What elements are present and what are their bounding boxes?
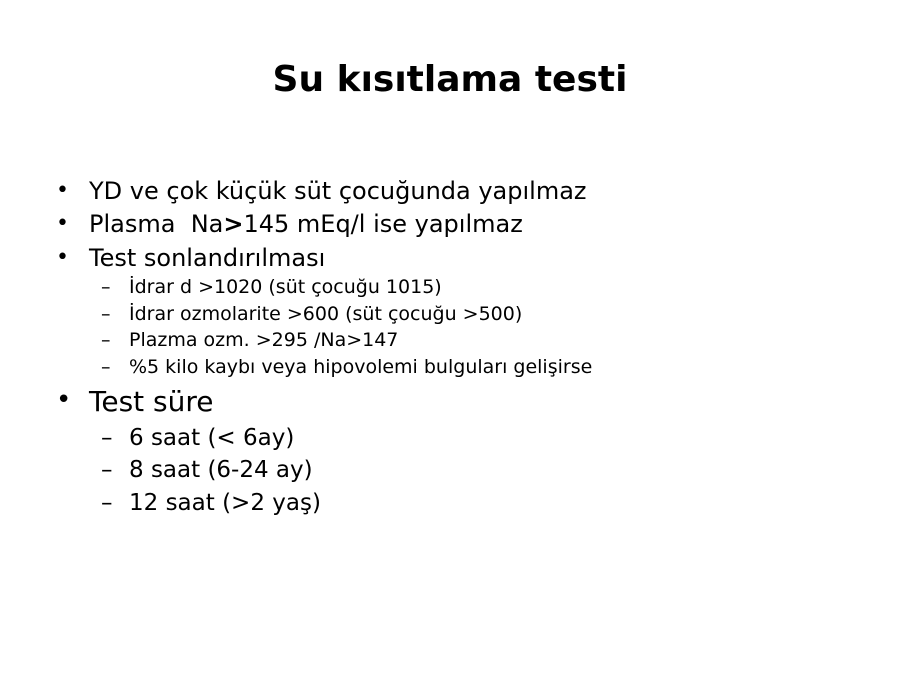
sub-list-item xyxy=(101,328,399,352)
list-item-text-prefix: Plasma Na xyxy=(89,210,224,238)
list-item xyxy=(56,177,587,205)
dash-marker: – xyxy=(101,425,113,451)
bullet-marker: • xyxy=(56,211,69,236)
sub-list-item xyxy=(101,275,442,299)
dash-marker: – xyxy=(101,356,111,378)
sub-list-item xyxy=(101,355,593,379)
sub-list-item-text: İdrar d >1020 (süt çocuğu 1015) xyxy=(129,276,442,298)
sub-list-item xyxy=(101,489,321,517)
sub-list-item-text: 12 saat (>2 yaş) xyxy=(129,490,321,516)
list-item xyxy=(56,210,523,238)
list-item-text-suffix: 145 mEq/l ise yapılmaz xyxy=(243,210,523,238)
bullet-marker: • xyxy=(56,385,72,415)
dash-marker: – xyxy=(101,457,113,483)
sub-list-item-text: 6 saat (< 6ay) xyxy=(129,425,295,451)
dash-marker: – xyxy=(101,303,111,325)
dash-marker: – xyxy=(101,276,111,298)
list-item-text: Test sonlandırılması xyxy=(89,244,326,272)
slide-title: Su kısıtlama testi xyxy=(272,59,628,100)
bullet-marker: • xyxy=(56,245,69,270)
sub-list-item-text: İdrar ozmolarite >600 (süt çocuğu >500) xyxy=(129,303,523,325)
list-item-text-bold: > xyxy=(223,210,244,238)
list-item-text: Test süre xyxy=(89,385,214,418)
sub-list-item-text: %5 kilo kaybı veya hipovolemi bulguları gelişirse xyxy=(129,356,593,378)
bullet-marker: • xyxy=(56,178,69,203)
dash-marker: – xyxy=(101,329,111,351)
sub-list-item-text: 8 saat (6-24 ay) xyxy=(129,457,313,483)
sub-list-item xyxy=(101,456,313,484)
sub-list-item xyxy=(101,302,523,326)
list-item xyxy=(56,385,214,418)
dash-marker: – xyxy=(101,490,113,516)
list-item-text: YD ve çok küçük süt çocuğunda yapılmaz xyxy=(89,177,587,205)
list-item xyxy=(56,244,326,272)
sub-list-item xyxy=(101,424,295,452)
sub-list-item-text: Plazma ozm. >295 /Na>147 xyxy=(129,329,399,351)
